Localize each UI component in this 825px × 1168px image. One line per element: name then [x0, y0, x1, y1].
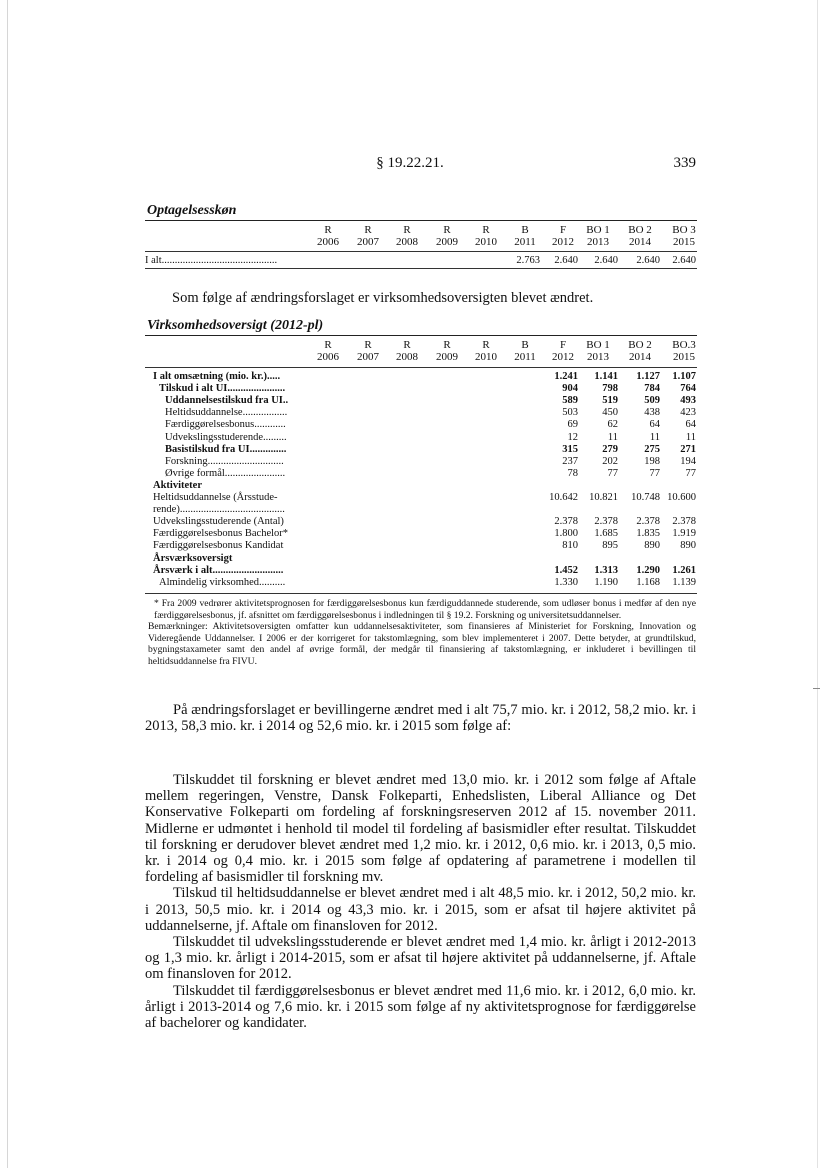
table1-header-rule: [145, 251, 697, 252]
cell-value: 2.378: [636, 516, 660, 528]
section-number: § 19.22.21.: [376, 155, 444, 171]
row-label: Almindelig virksomhed..........: [159, 576, 286, 588]
cell-value: 589: [562, 395, 578, 407]
cell-value: 1.141: [594, 371, 618, 382]
table1-colyear-6: 2012: [552, 236, 574, 248]
cell-value: 2.640: [594, 255, 618, 266]
table1-top-rule: [145, 220, 697, 221]
table-row: [153, 540, 697, 552]
table1-colyear-3: 2009: [436, 236, 458, 248]
footnote-remarks: Bemærkninger: Aktivitetsoversigten omfatter kun uddannelsesaktiviteter, som finansieres af Ministeriet for Forskning, Innovation og Videregående Uddannelser. I 2006 er der korrigeret for takstomlægning, som blev implementeret i 2007. Dette betyder, at grundtilskud, bygningstaxameter samt den andel af øvrige formål, der medgår til finansiering af takstomlægning, er inkluderet i bevillingen til heltidsuddannelse fra FIVU.: [148, 621, 696, 667]
table-row: [153, 504, 697, 516]
row-label: Heltidsuddannelse.................: [165, 407, 288, 419]
cell-value: 202: [602, 455, 618, 467]
table2-colyear-1: 2007: [357, 351, 379, 363]
row-label: Årsværksoversigt: [153, 552, 233, 564]
page-number: 339: [673, 155, 696, 171]
cell-value: 11: [685, 431, 696, 443]
table1-colyear-1: 2007: [357, 236, 379, 248]
cell-value: 2.640: [672, 255, 696, 266]
row-label: Forskning.............................: [165, 455, 284, 467]
row-label: Udvekslingsstuderende.........: [165, 431, 287, 443]
cell-value: 1.127: [636, 371, 660, 382]
row-label: Aktiviteter: [153, 479, 202, 491]
cell-value: 69: [567, 419, 578, 431]
table2-colyear-4: 2010: [475, 351, 497, 363]
table-row: [153, 564, 697, 577]
cell-value: 810: [562, 540, 578, 552]
cell-value: 64: [685, 419, 696, 431]
table1-coltype-3: R: [443, 224, 451, 236]
cell-value: 10.821: [589, 492, 618, 503]
cell-value: 784: [644, 383, 660, 395]
cell-value: 1.452: [554, 564, 578, 576]
cell-value: 493: [680, 395, 696, 407]
table1-coltype-6: F: [559, 224, 567, 236]
table-row: [153, 479, 697, 492]
cell-value: 2.378: [554, 516, 578, 528]
cell-value: 194: [680, 455, 696, 467]
change-note-text: Som følge af ændringsforslaget er virksomhedsoversigten blevet ændret.: [172, 290, 594, 306]
table2-colyear-6: 2012: [552, 351, 574, 363]
table2-coltype-2: R: [403, 339, 411, 351]
cell-value: 78: [567, 467, 578, 479]
row-label: Øvrige formål.......................: [165, 467, 286, 479]
body-intro-text: På ændringsforslaget er bevillingerne ændret med i alt 75,7 mio. kr. i 2012, 58,2 mio. kr. i 2013, 58,3 mio. kr. i 2014 og 52,6 mio. kr. i 2015 som følge af:: [145, 702, 696, 735]
table1-title: Optagelsesskøn: [147, 203, 237, 218]
cell-value: 2.378: [672, 516, 696, 528]
scan-left-edge: [7, 0, 8, 1168]
table2-coltype-1: R: [364, 339, 372, 351]
cell-value: 1.800: [554, 528, 578, 540]
cell-value: 279: [602, 443, 618, 455]
cell-value: 890: [644, 540, 660, 552]
table2-colyear-3: 2009: [436, 351, 458, 363]
table2-coltype-7: BO 1: [586, 339, 610, 351]
table2-colyear-0: 2006: [317, 351, 339, 363]
cell-value: 904: [562, 383, 578, 395]
table-row: [157, 432, 697, 444]
row-label: I alt omsætning (mio. kr.).....: [153, 371, 281, 382]
cell-value: 1.190: [594, 576, 618, 588]
cell-value: 1.313: [594, 564, 618, 576]
cell-value: 315: [562, 443, 578, 455]
cell-value: 198: [644, 455, 660, 467]
cell-value: 798: [602, 383, 618, 395]
table-row: [145, 255, 697, 267]
cell-value: 764: [680, 383, 696, 395]
table2-colyear-5: 2011: [514, 351, 536, 363]
table2-header-rule: [145, 367, 697, 368]
cell-value: 1.241: [554, 371, 578, 382]
table1-coltype-9: BO 3: [672, 224, 696, 236]
cell-value: 438: [644, 407, 660, 419]
table2-coltype-0: R: [324, 339, 332, 351]
cell-value: 77: [685, 467, 696, 479]
cell-value: 271: [680, 443, 696, 455]
table1-colyear-8: 2014: [629, 236, 651, 248]
row-label: I alt............................................: [145, 255, 278, 266]
cell-value: 1.168: [636, 576, 660, 588]
cell-value: 1.107: [672, 371, 696, 382]
cell-value: 11: [607, 431, 618, 443]
paragraph-udveksling: Tilskuddet til udvekslingsstuderende er blevet ændret med 1,4 mio. kr. årligt i 2012-2013 og 1,3 mio. kr. årligt i 2014-2015, som er afsat til højere aktivitet på uddannelserne, jf. Aftale om finansloven for 2012.: [145, 934, 696, 983]
table-row: [157, 444, 697, 456]
cell-value: 10.600: [667, 492, 696, 503]
table-row: [157, 395, 697, 407]
paragraph-forskning: Tilskuddet til forskning er blevet ændret med 13,0 mio. kr. i 2012 som følge af Aftale mellem regeringen, Venstre, Dansk Folkeparti, Enhedslisten, Liberal Alliance og Det Konservative Folkeparti om fordeling af forskningsreserven 2012 af 15. november 2011. Midlerne er udmøntet i henhold til model til fordeling af basismidler efter resultat. Tilskuddet til forskning er derudover blevet ændret med 1,2 mio. kr. i 2012, 0,6 mio. kr. i 2013, 0,5 mio. kr. i 2014 og 0,4 mio. kr. i 2015 som følge af opdatering af parametrene i modellen til fordeling af basismidler til forskning mv.: [145, 772, 696, 886]
table-row: [157, 468, 697, 480]
table1-coltype-4: R: [482, 224, 490, 236]
cell-value: 1.919: [672, 528, 696, 540]
cell-value: 2.640: [554, 255, 578, 266]
row-label: Færdiggørelsesbonus Kandidat: [153, 540, 284, 552]
paragraph-heltidsuddannelse: Tilskud til heltidsuddannelse er blevet ændret med i alt 48,5 mio. kr. i 2012, 50,2 mio. kr. i 2013, 50,5 mio. kr. i 2014 og 43,3 mio. kr. i 2015, som er afsat til højere aktivitet på uddannelserne, jf. Aftale om finansloven for 2012.: [145, 885, 696, 934]
cell-value: 890: [680, 540, 696, 552]
table1-coltype-0: R: [324, 224, 332, 236]
paragraph-faerdiggoerelse: Tilskuddet til færdiggørelsesbonus er blevet ændret med 11,6 mio. kr. i 2012, 6,0 mio. kr. årligt i 2013-2014 og 7,6 mio. kr. i 2015 som følge af ny aktivitetsprognose for færdiggørelse af bachelorer og kandidater.: [145, 982, 696, 1032]
table-row: [157, 407, 697, 419]
cell-value: 77: [607, 467, 618, 479]
scan-edge-mark: [813, 688, 820, 689]
cell-value: 10.748: [631, 492, 660, 503]
cell-value: 10.642: [549, 492, 578, 503]
table2-colyear-2: 2008: [396, 351, 418, 363]
table2-bottom-rule: [145, 593, 697, 594]
table2-title: Virksomhedsoversigt (2012-pl): [147, 318, 324, 333]
cell-value: 237: [562, 455, 578, 467]
table2-coltype-4: R: [482, 339, 490, 351]
table1-colyear-5: 2011: [514, 236, 536, 248]
cell-value: 895: [602, 540, 618, 552]
cell-value: 62: [607, 419, 618, 431]
table1-colyear-7: 2013: [587, 236, 609, 248]
row-label: Færdiggørelsesbonus............: [165, 419, 286, 431]
row-label: rende)........................................: [153, 504, 285, 516]
table1-coltype-2: R: [403, 224, 411, 236]
table1-coltype-1: R: [364, 224, 372, 236]
row-label: Basistilskud fra UI..............: [165, 443, 287, 455]
cell-value: 275: [644, 443, 660, 455]
table-row: [153, 516, 697, 528]
table2-coltype-9: BO.3: [672, 339, 696, 351]
row-label: Tilskud i alt UI......................: [159, 383, 286, 395]
row-label: Heltidsuddannelse (Årsstude-: [153, 492, 278, 503]
table2-colyear-8: 2014: [629, 351, 651, 363]
table1-coltype-5: B: [521, 224, 529, 236]
table1-coltype-7: BO 1: [586, 224, 610, 236]
table1-colyear-9: 2015: [673, 236, 695, 248]
table2-footnotes: [148, 598, 696, 668]
table1-bottom-rule: [145, 268, 697, 269]
cell-value: 2.640: [636, 255, 660, 266]
table2-colyear-7: 2013: [587, 351, 609, 363]
table2-coltype-8: BO 2: [628, 339, 652, 351]
table2-colyear-9: 2015: [673, 351, 695, 363]
table-row: [157, 577, 697, 589]
change-note: [172, 290, 692, 306]
cell-value: 1.835: [636, 528, 660, 540]
cell-value: 1.330: [554, 576, 578, 588]
footnote-asterisk: * Fra 2009 vedrører aktivitetsprognosen for færdiggørelsesbonus kun færdiguddannede studerende, som udløser bonus i medfør af den nye færdiggørelsesbonus, jf. afsnittet om færdiggørelsesbonus i indledningen til § 19.2. Forskning og universitetsuddannelser.: [154, 598, 696, 621]
cell-value: 1.261: [672, 564, 696, 576]
row-label: Uddannelsestilskud fra UI..: [165, 395, 289, 407]
cell-value: 2.378: [594, 516, 618, 528]
cell-value: 450: [602, 407, 618, 419]
row-label: Årsværk i alt...........................: [153, 564, 284, 576]
table1-colyear-4: 2010: [475, 236, 497, 248]
table2-coltype-6: F: [559, 339, 567, 351]
cell-value: 509: [644, 395, 660, 407]
table1-colyear-2: 2008: [396, 236, 418, 248]
scan-right-edge: [817, 0, 818, 1168]
cell-value: 519: [602, 395, 618, 407]
table-row: [157, 383, 697, 395]
table-row: [153, 492, 697, 504]
table-row: [153, 371, 697, 383]
table1-colyear-0: 2006: [317, 236, 339, 248]
cell-value: 503: [562, 407, 578, 419]
table1-coltype-8: BO 2: [628, 224, 652, 236]
table-row: [153, 552, 697, 565]
cell-value: 1.139: [672, 576, 696, 588]
table2-coltype-5: B: [521, 339, 529, 351]
cell-value: 423: [680, 407, 696, 419]
row-label: Færdiggørelsesbonus Bachelor*: [153, 528, 289, 540]
cell-value: 12: [567, 431, 578, 443]
table2-top-rule: [145, 335, 697, 336]
cell-value: 1.685: [594, 528, 618, 540]
cell-value: 11: [649, 431, 660, 443]
row-label: Udvekslingsstuderende (Antal): [153, 516, 284, 528]
table-row: [153, 528, 697, 540]
cell-value: 1.290: [636, 564, 660, 576]
body-intro: [145, 702, 696, 734]
cell-value: 2.763: [516, 255, 540, 266]
table2-coltype-3: R: [443, 339, 451, 351]
table-row: [157, 419, 697, 431]
body-text: [145, 772, 696, 1031]
table-row: [157, 456, 697, 468]
cell-value: 77: [649, 467, 660, 479]
cell-value: 64: [649, 419, 660, 431]
